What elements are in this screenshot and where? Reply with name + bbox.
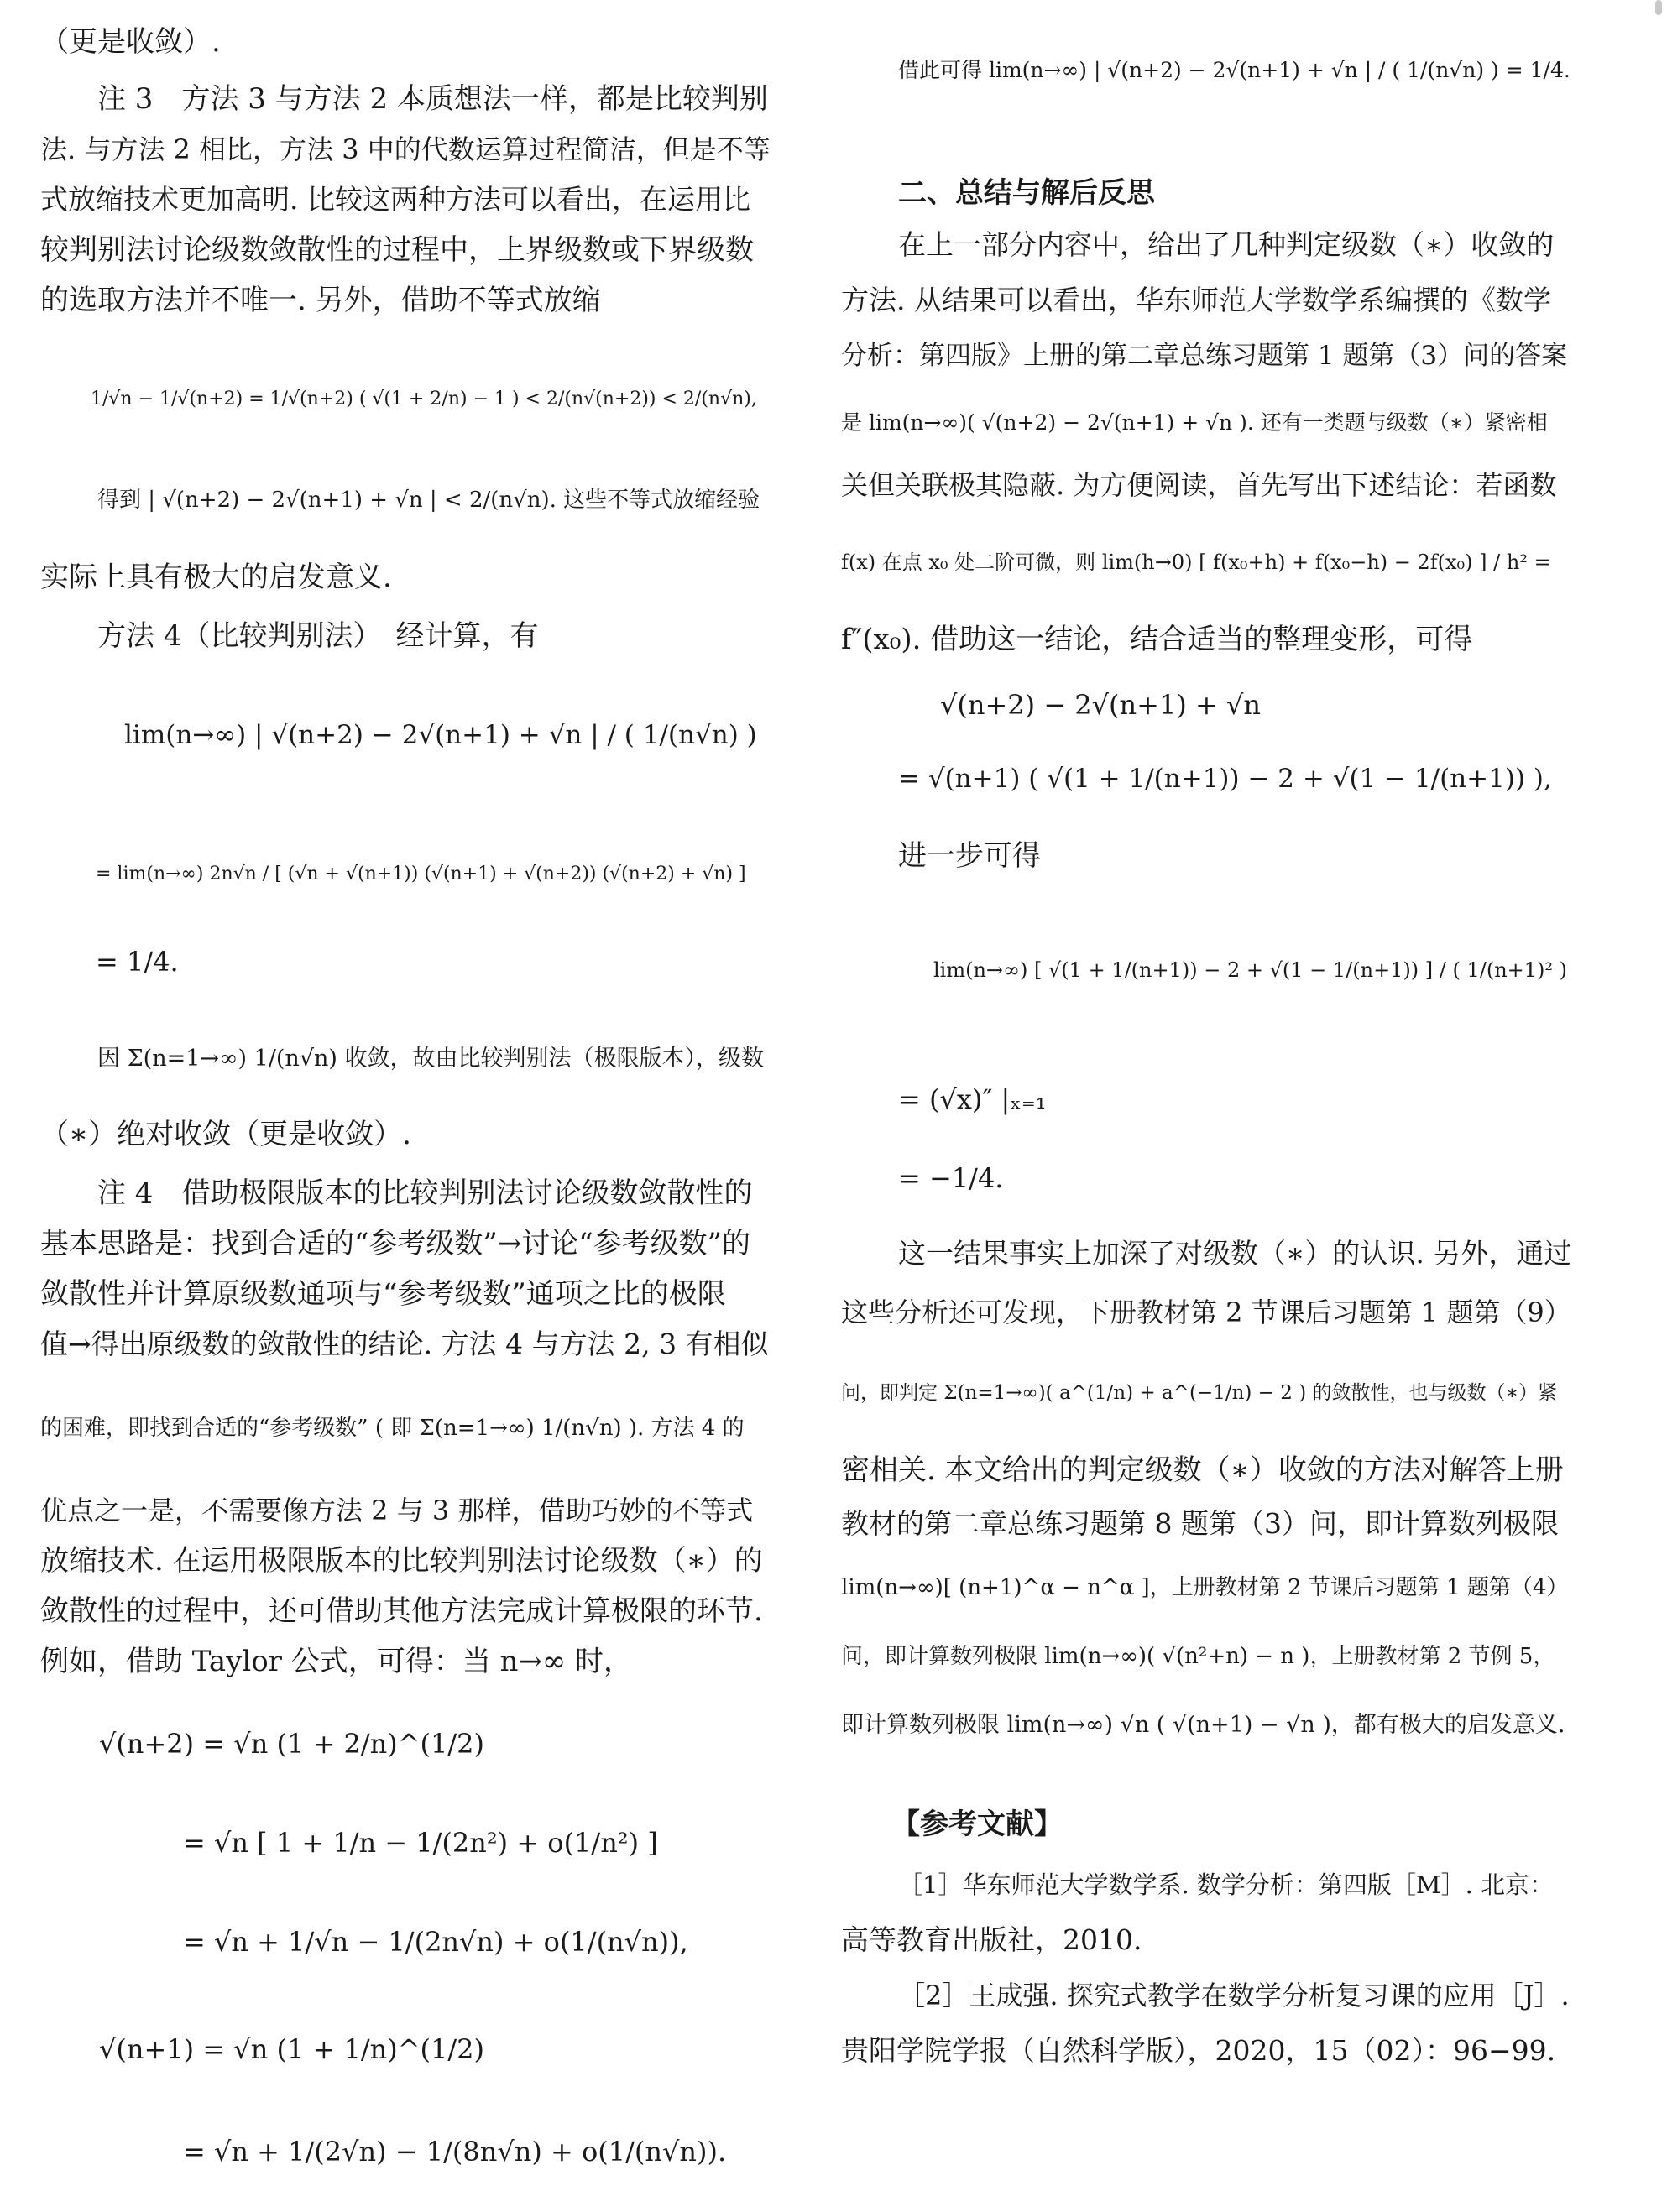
text-line: 关但关联极其隐蔽. 为方便阅读，首先写出下述结论：若函数 — [841, 469, 1557, 501]
text-line: 放缩技术. 在运用极限版本的比较判别法讨论级数（∗）的 — [40, 1544, 763, 1578]
reference-item: 贵阳学院学报（自然科学版），2020，15（02）：96−99. — [841, 2034, 1556, 2067]
taylor-equation: = √n [ 1 + 1/n − 1/(2n²) + o(1/n²) ] — [183, 1827, 658, 1859]
reference-item: 高等教育出版社，2010. — [841, 1923, 1142, 1956]
equation-limit: 借此可得 lim(n→∞) | √(n+2) − 2√(n+1) + √n | / ( 1/(n√n) ) = 1/4. — [898, 58, 1570, 82]
equation: = (√x)″ |ₓ₌₁ — [898, 1083, 1047, 1115]
text-line: f″(x₀). 借助这一结论，结合适当的整理变形，可得 — [841, 623, 1473, 656]
text-line: 优点之一是，不需要像方法 2 与 3 那样，借助巧妙的不等式 — [40, 1495, 754, 1526]
method-4-heading: 方法 4（比较判别法） 经计算，有 — [97, 619, 539, 653]
section-heading: 二、总结与解后反思 — [898, 176, 1155, 210]
text-line: 敛散性并计算原级数通项与“参考级数”通项之比的极限 — [40, 1277, 726, 1311]
taylor-equation: √(n+1) = √n (1 + 1/n)^(1/2) — [99, 2033, 484, 2065]
equation-limit-step: = lim(n→∞) 2n√n / [ (√n + √(n+1)) (√(n+1) + √(n+2)) (√(n+2) + √n) ] — [96, 863, 746, 884]
text-line: 密相关. 本文给出的判定级数（∗）收敛的方法对解答上册 — [841, 1453, 1564, 1487]
equation-result: = −1/4. — [898, 1162, 1004, 1194]
taylor-equation: √(n+2) = √n (1 + 2/n)^(1/2) — [99, 1728, 484, 1760]
text-line: 这些分析还可发现，下册教材第 2 节课后习题第 1 题第（9） — [841, 1296, 1571, 1328]
text-line: 分析：第四版》上册的第二章总练习题第 1 题第（3）问的答案 — [841, 341, 1568, 371]
text-line: lim(n→∞)[ (n+1)^α − n^α ]，上册教材第 2 节课后习题第 1 题第（4） — [841, 1575, 1569, 1600]
taylor-equation: = √n + 1/(2√n) − 1/(8n√n) + o(1/(n√n)). — [183, 2136, 727, 2168]
text-line: f(x) 在点 x₀ 处二阶可微，则 lim(h→0) [ f(x₀+h) + f(x₀−h) − 2f(x₀) ] / h² = — [841, 550, 1551, 574]
text-line: 的选取方法并不唯一. 另外，借助不等式放缩 — [40, 284, 601, 317]
equation-inequality: 1/√n − 1/√(n+2) = 1/√(n+2) ( √(1 + 2/n) − 1 ) < 2/(n√(n+2)) < 2/(n√n), — [91, 389, 757, 410]
equation-result: = 1/4. — [96, 946, 179, 978]
text-line: 因 Σ(n=1→∞) 1/(n√n) 收敛，故由比较判别法（极限版本），级数 — [97, 1046, 765, 1072]
text-line: 值→得出原级数的敛散性的结论. 方法 4 与方法 2, 3 有相似 — [40, 1328, 769, 1360]
equation-limit: lim(n→∞) | √(n+2) − 2√(n+1) + √n | / ( 1/(n√n) ) — [124, 720, 757, 750]
text-line: 得到 | √(n+2) − 2√(n+1) + √n | < 2/(n√n). 这些不等式放缩经验 — [97, 488, 760, 513]
text-line: 基本思路是：找到合适的“参考级数”→讨论“参考级数”的 — [40, 1227, 751, 1260]
text-line: 是 lim(n→∞)( √(n+2) − 2√(n+1) + √n ). 还有一类题与级数（∗）紧密相 — [841, 410, 1548, 435]
text-line: 问，即判定 Σ(n=1→∞)( a^(1/n) + a^(−1/n) − 2 ) 的敛散性，也与级数（∗）紧 — [841, 1382, 1558, 1404]
text-line: 在上一部分内容中，给出了几种判定级数（∗）收敛的 — [898, 228, 1555, 261]
text-line: 法. 与方法 2 相比，方法 3 中的代数运算过程简洁，但是不等 — [40, 133, 771, 165]
text-line: （更是收敛）. — [40, 25, 221, 59]
scrollbar-thumb[interactable] — [1655, 0, 1662, 15]
note-3-paragraph: 注 3 方法 3 与方法 2 本质想法一样，都是比较判别 — [97, 82, 768, 116]
reference-item: ［1］华东师范大学数学系. 数学分析：第四版［M］. 北京： — [898, 1870, 1555, 1899]
text-line: 教材的第二章总练习题第 8 题第（3）问，即计算数列极限 — [841, 1507, 1559, 1540]
equation: = √(n+1) ( √(1 + 1/(n+1)) − 2 + √(1 − 1/(n+1)) ), — [898, 764, 1552, 794]
text-line: 敛散性的过程中，还可借助其他方法完成计算极限的环节. — [40, 1594, 763, 1628]
reference-item: ［2］王成强. 探究式教学在数学分析复习课的应用［J］. — [898, 1980, 1570, 2011]
note-4-paragraph: 注 4 借助极限版本的比较判别法讨论级数敛散性的 — [97, 1176, 753, 1210]
text-line: 例如，借助 Taylor 公式，可得：当 n→∞ 时， — [40, 1645, 633, 1678]
text-line: 即计算数列极限 lim(n→∞) √n ( √(n+1) − √n )，都有极大的启发意义. — [841, 1712, 1565, 1738]
equation: √(n+2) − 2√(n+1) + √n — [940, 689, 1261, 721]
text-line: 式放缩技术更加高明. 比较这两种方法可以看出，在运用比 — [40, 183, 750, 216]
references-heading: 【参考文献】 — [891, 1808, 1063, 1841]
text-line: 实际上具有极大的启发意义. — [40, 561, 392, 594]
text-line: 方法. 从结果可以看出，华东师范大学数学系编撰的《数学 — [841, 284, 1551, 316]
text-line: 的困难，即找到合适的“参考级数” ( 即 Σ(n=1→∞) 1/(n√n) ). 方法 4 的 — [40, 1416, 745, 1441]
text-line: 进一步可得 — [898, 839, 1041, 873]
text-line: 问，即计算数列极限 lim(n→∞)( √(n²+n) − n )，上册教材第 2 节例 5， — [841, 1644, 1555, 1669]
equation-limit: lim(n→∞) [ √(1 + 1/(n+1)) − 2 + √(1 − 1/(n+1)) ] / ( 1/(n+1)² ) — [933, 958, 1568, 982]
text-line: 较判别法讨论级数敛散性的过程中，上界级数或下界级数 — [40, 233, 754, 267]
taylor-equation: = √n + 1/√n − 1/(2n√n) + o(1/(n√n)), — [183, 1926, 688, 1958]
text-line: （∗）绝对收敛（更是收敛）. — [40, 1118, 411, 1151]
text-line: 这一结果事实上加深了对级数（∗）的认识. 另外，通过 — [898, 1237, 1572, 1270]
